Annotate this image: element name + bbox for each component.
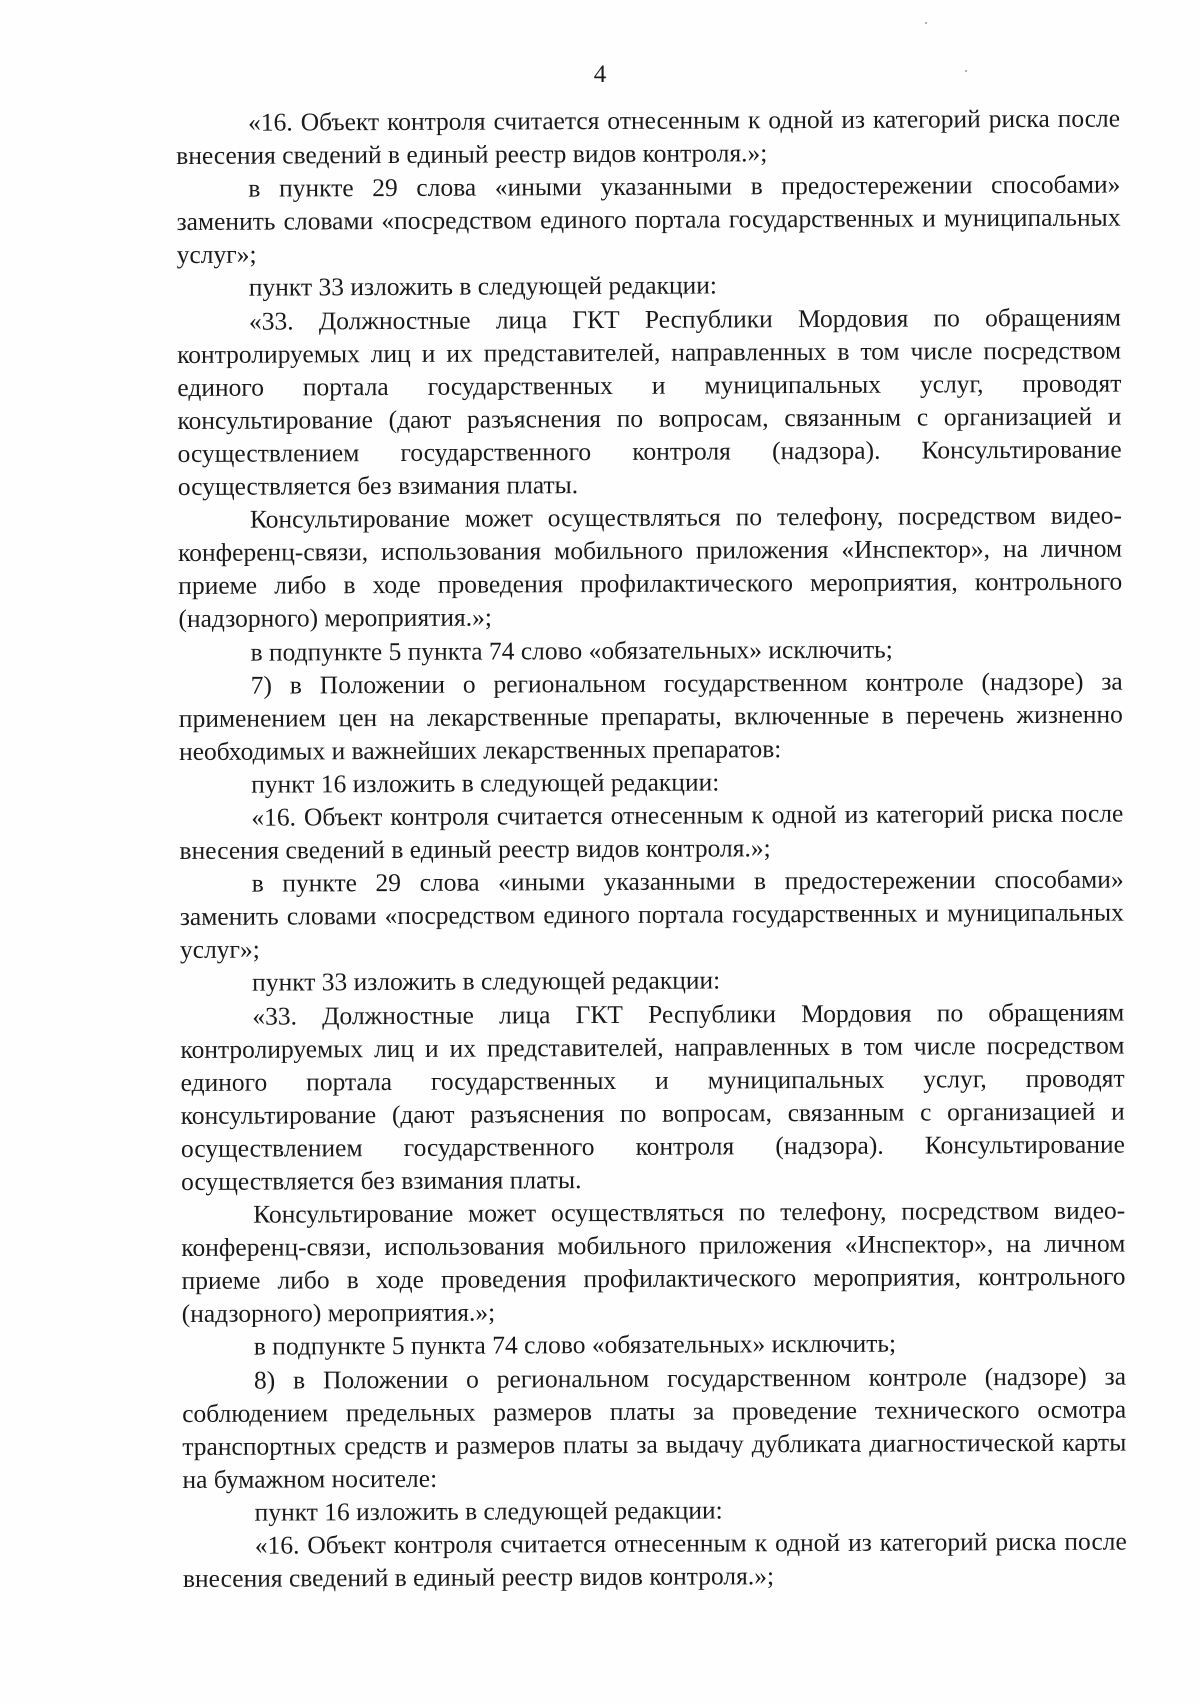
paragraph-section-8: 8) в Положении о региональном государственном контроле (надзоре) за соблюдением предельных размеров платы за проведение технического осмотра транспортных средств и размеров платы за выдачу дубликата диагностической карты на бумажном носителе: bbox=[182, 1361, 1127, 1494]
paragraph-item-16: «16. Объект контроля считается отнесенным к одной из категорий риска после внесения сведений в единый реестр видов контроля.»; bbox=[182, 1526, 1127, 1594]
paragraph-item-33-intro: пункт 33 изложить в следующей редакции: bbox=[248, 270, 718, 303]
scan-speck bbox=[925, 22, 927, 24]
scan-speck bbox=[965, 70, 967, 72]
paragraph-item-29-amendment: в пункте 29 слова «иными указанными в предостережении способами» заменить словами «посредством единого портала государственных и муниципальных услуг»; bbox=[176, 169, 1121, 270]
paragraph-section-7: 7) в Положении о региональном государственном контроле (надзоре) за применением цен на лекарственные препараты, включенные в перечень жизненно необходимых и важнейших лекарственных препаратов: bbox=[178, 666, 1123, 766]
paragraph-item-74-amendment: в подпункте 5 пункта 74 слово «обязательных» исключить; bbox=[250, 634, 893, 667]
paragraph-item-16-intro: пункт 16 изложить в следующей редакции: bbox=[251, 767, 720, 799]
document-body bbox=[176, 102, 1127, 1596]
paragraph-item-16: «16. Объект контроля считается отнесенным к одной из категорий риска после внесения сведений в единый реестр видов контроля.»; bbox=[179, 798, 1124, 866]
paragraph-item-74-amendment: в подпункте 5 пункта 74 слово «обязательных» исключить; bbox=[253, 1329, 897, 1362]
paragraph-consultation-methods: Консультирование может осуществляться по телефону, посредством видео-конференц-связи, использования мобильного приложения «Инспектор», на личном приеме либо в ходе проведения профилактического мероприятия, контрольного (надзорного) мероприятия.»; bbox=[181, 1195, 1126, 1329]
page-number: 4 bbox=[593, 61, 607, 88]
paragraph-item-33: «33. Должностные лица ГКТ Республики Мордовия по обращениям контролируемых лиц и их представителей, направленных в том числе посредством единого портала государственных и муниципальных услуг, проводят консультирование (дают разъяснения по вопросам, связанным с организацией и осуществлением государственного контроля (надзора). Консультирование осуществляется без взимания платы. bbox=[177, 302, 1122, 502]
paragraph-consultation-methods: Консультирование может осуществляться по телефону, посредством видео-конференц-связи, использования мобильного приложения «Инспектор», на личном приеме либо в ходе проведения профилактического мероприятия, контрольного (надзорного) мероприятия.»; bbox=[178, 500, 1123, 634]
paragraph-item-29-amendment: в пункте 29 слова «иными указанными в предостережении способами» заменить словами «посредством единого портала государственных и муниципальных услуг»; bbox=[179, 864, 1124, 965]
paragraph-item-33-intro: пункт 33 изложить в следующей редакции: bbox=[252, 965, 721, 998]
paragraph-item-16: «16. Объект контроля считается отнесенным к одной из категорий риска после внесения сведений в единый реестр видов контроля.»; bbox=[176, 103, 1121, 171]
paragraph-item-16-intro: пункт 16 изложить в следующей редакции: bbox=[254, 1495, 723, 1527]
paragraph-item-33: «33. Должностные лица ГКТ Республики Мордовия по обращениям контролируемых лиц и их представителей, направленных в том числе посредством единого портала государственных и муниципальных услуг, проводят консультирование (дают разъяснения по вопросам, связанным с организацией и осуществлением государственного контроля (надзора). Консультирование осуществляется без взимания платы. bbox=[180, 997, 1125, 1196]
